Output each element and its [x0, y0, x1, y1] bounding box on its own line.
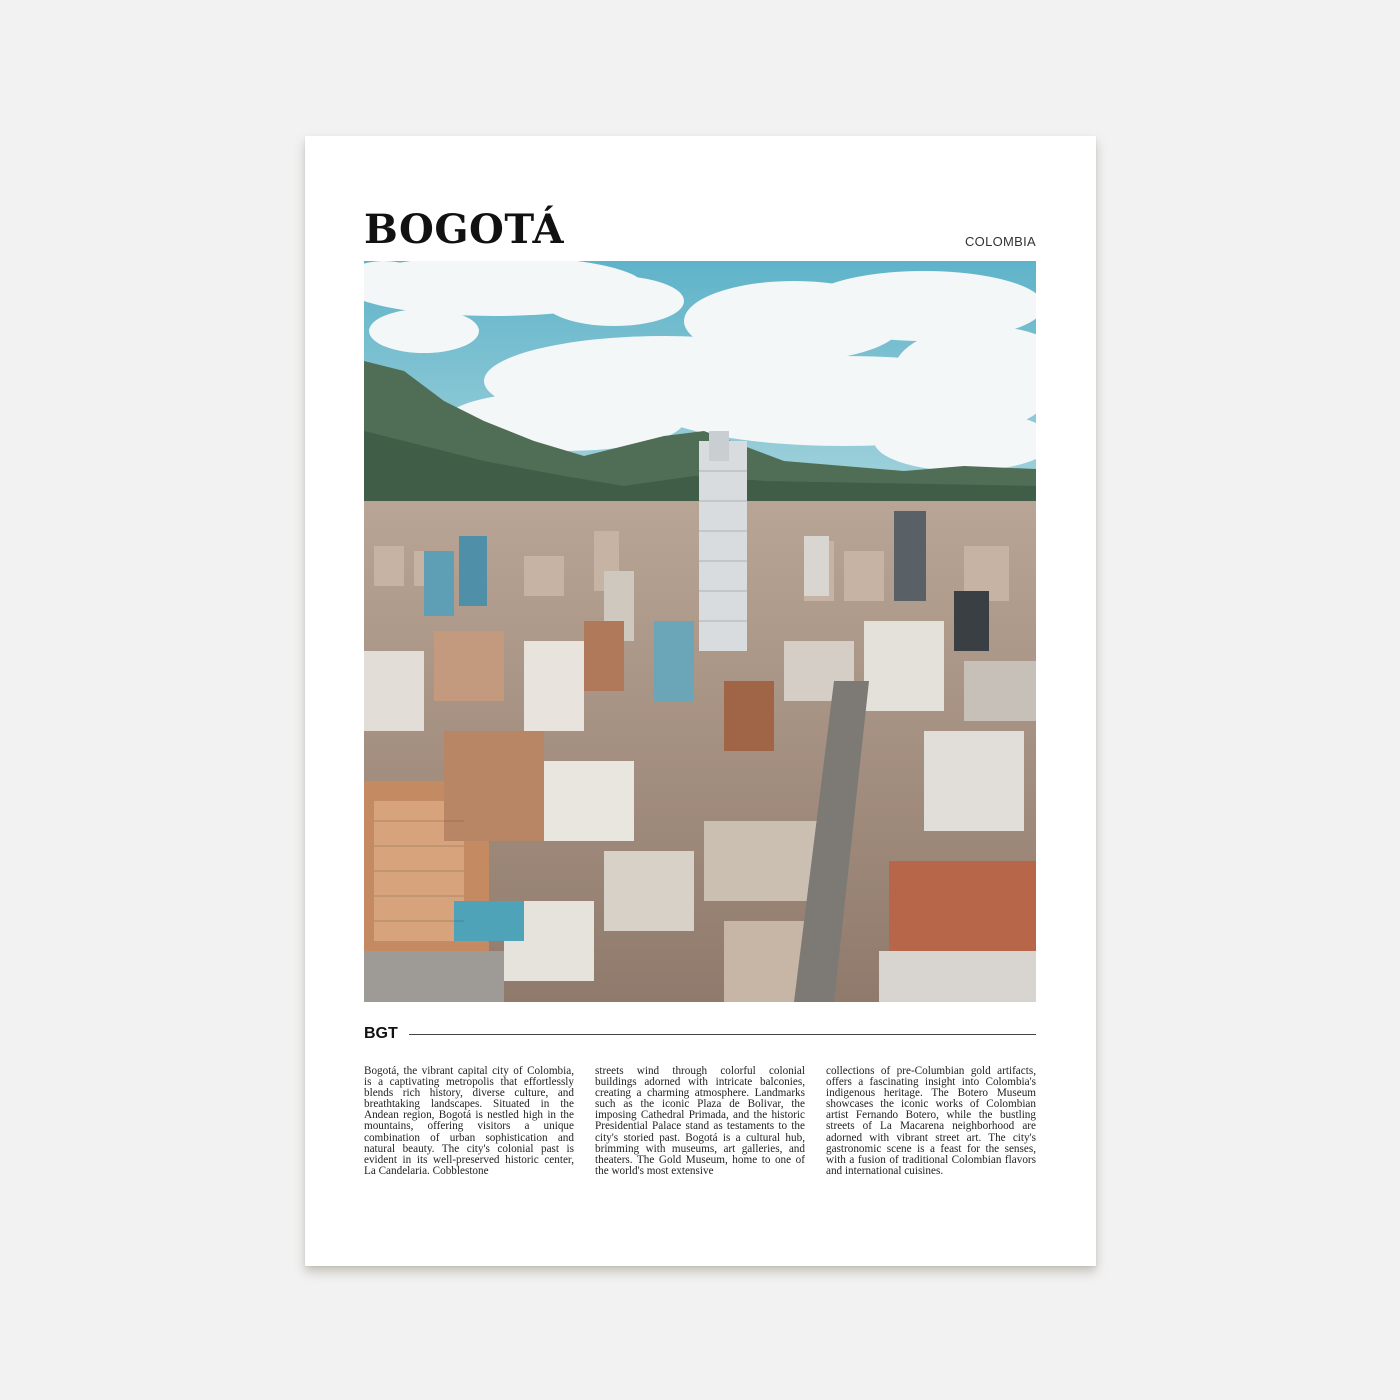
- description-column-3: collections of pre-Columbian gold artifacts, offers a fascinating insight into Colombia's indigenous heritage. The Botero Museum showcases the iconic works of Colombian artist Fernando Botero, while the bustling streets of La Macarena neighborhood are adorned with vibrant street art. The city's gastronomic scene is a feast for the senses, with a fusion of traditional Colombian flavors and international cuisines.: [826, 1065, 1036, 1177]
- poster-country: COLOMBIA: [964, 234, 1036, 249]
- city-photo-illustration: [364, 261, 1036, 1002]
- city-code-row: [364, 1024, 1036, 1044]
- description-column-2: streets wind through colorful colonial buildings adorned with intricate balconies, creating a charming atmosphere. Landmarks such as the iconic Plaza de Bolivar, the imposing Cathedral Primada, and the historic Presidential Palace stand as testaments to the city's storied past. Bogotá is a cultural hub, brimming with museums, art galleries, and theaters. The Gold Museum, home to one of the world's most extensive: [595, 1065, 805, 1177]
- divider-rule: [409, 1034, 1036, 1035]
- city-code: BGT: [364, 1025, 398, 1042]
- poster-title: BOGOTÁ: [364, 206, 565, 253]
- city-photo: [364, 261, 1036, 1002]
- description-columns: [364, 1066, 1036, 1177]
- description-column-1: Bogotá, the vibrant capital city of Colombia, is a captivating metropolis that effortlessly blends rich history, diverse culture, and breathtaking landscapes. Situated in the Andean region, Bogotá is nestled high in the mountains, offering visitors a unique combination of urban sophistication and natural beauty. The city's colonial past is evident in its well-preserved historic center, La Candelaria. Cobblestone: [364, 1065, 574, 1177]
- poster-print: [305, 136, 1096, 1266]
